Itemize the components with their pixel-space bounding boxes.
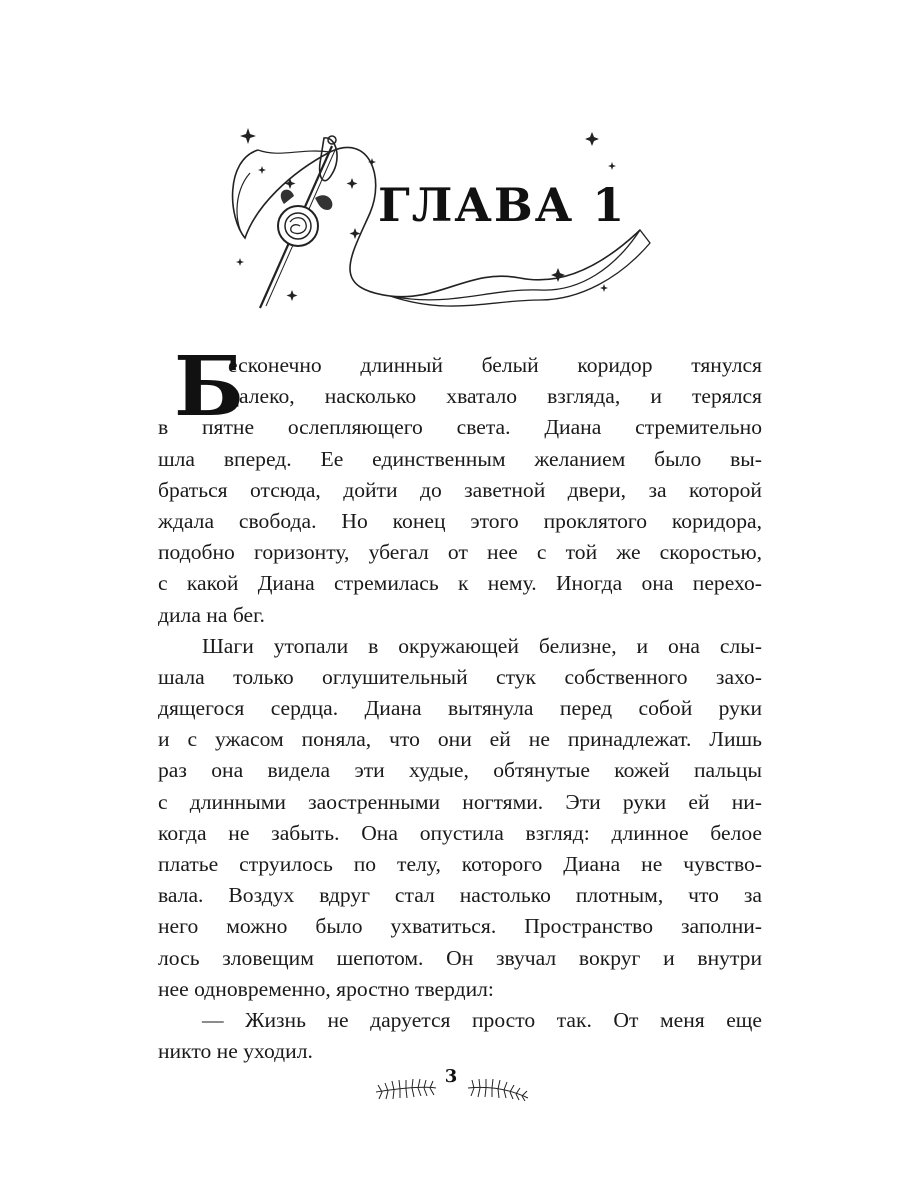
text-line: дила на бег. <box>158 602 265 627</box>
text-line: с какой Диана стремилась к нему. Иногда она перехо- <box>158 571 762 596</box>
fir-branch-left-icon <box>378 1079 434 1099</box>
text-line: с длинными заостренными ногтями. Эти руки ей ни- <box>158 789 762 814</box>
text-line: шла вперед. Ее единственным желанием было вы- <box>158 446 762 471</box>
text-line: дящегося сердца. Диана вытянула перед собой руки <box>158 696 762 721</box>
text-line: Шаги утопали в окружающей белизне, и она слы- <box>202 633 762 658</box>
text-line: лось зловещим шепотом. Он звучал вокруг и внутри <box>158 945 762 970</box>
pin-icon <box>260 136 337 308</box>
paragraph-2 <box>158 631 762 1005</box>
body-text <box>158 339 762 1067</box>
text-line: есконечно длинный белый коридор тянулся <box>228 353 762 377</box>
text-line: в пятне ослепляющего света. Диана стремительно <box>158 415 762 440</box>
text-line: никто не уходил. <box>158 1039 313 1064</box>
text-line: — Жизнь не даруется просто так. От меня еще <box>202 1007 762 1032</box>
page-number: 3 <box>444 1066 458 1087</box>
text-line: него можно было ухватиться. Пространство заполни- <box>158 914 762 939</box>
text-line: подобно горизонту, убегал от нее с той же скоростью, <box>158 540 762 565</box>
paragraph-3 <box>158 1005 762 1067</box>
text-line: нее одновременно, яростно твердил: <box>158 976 494 1001</box>
text-line: вала. Воздух вдруг стал настолько плотным, что за <box>158 883 762 908</box>
text-line: браться отсюда, дойти до заветной двери, за которой <box>158 477 762 502</box>
text-line: далеко, насколько хватало взгляда, и терялся <box>228 384 762 409</box>
text-line: ждала свобода. Но конец этого проклятого коридора, <box>158 508 762 533</box>
paragraph-1 <box>158 339 762 631</box>
fir-branch-right-icon <box>471 1079 527 1101</box>
drop-cap: Б <box>174 339 245 435</box>
chapter-title: ГЛАВА 1 <box>378 178 627 232</box>
text-line: платье струилось по телу, которого Диана не чувство- <box>158 852 762 876</box>
text-line: раз она видела эти худые, обтянутые кожей пальцы <box>158 758 762 783</box>
text-line: и с ужасом поняла, что они ей не принадлежат. Лишь <box>158 727 762 752</box>
text-line: когда не забыть. Она опустила взгляд: длинное белое <box>158 820 762 845</box>
text-line: шала только оглушительный стук собственного захо- <box>158 664 762 689</box>
